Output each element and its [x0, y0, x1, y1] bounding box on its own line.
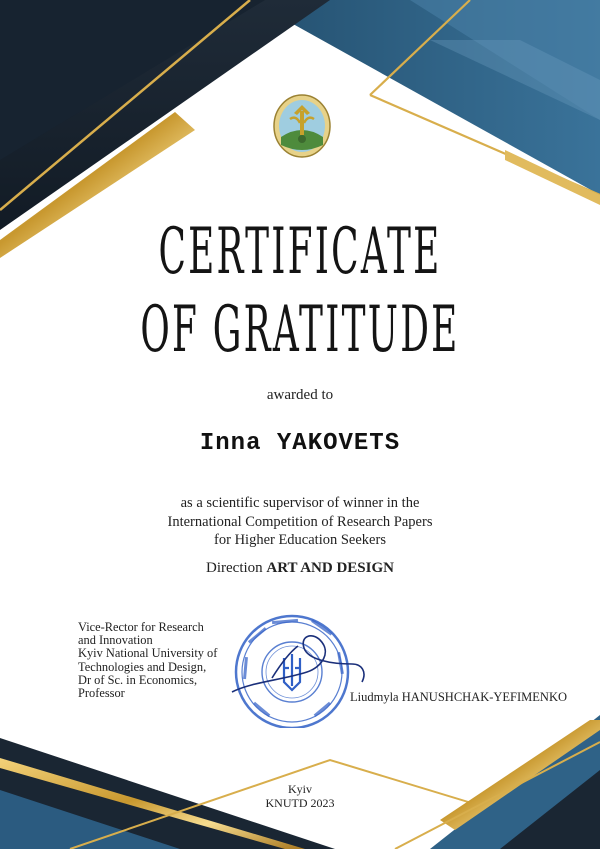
awarded-to-label: awarded to [266, 387, 334, 403]
direction-prefix: Direction [206, 560, 263, 576]
recipient-name: Inna YAKOVETS [199, 430, 401, 457]
position-line: Kyiv National University of [78, 646, 218, 661]
position-line: Professor [78, 686, 125, 701]
position-line: Dr of Sc. in Economics, [78, 672, 198, 687]
description-line: as a scientific supervisor of winner in the [180, 495, 420, 511]
description-line: International Competition of Research Papers [167, 513, 433, 530]
position-line: and Innovation [78, 633, 153, 648]
position-line: Vice-Rector for Research [78, 620, 204, 634]
footer-city: Kyiv [288, 782, 312, 796]
direction-name: ART AND DESIGN [266, 560, 394, 576]
university-emblem-icon [272, 93, 332, 159]
official-seal-stamp [212, 612, 372, 728]
award-description [0, 494, 600, 550]
footer-issuer-year: KNUTD 2023 [265, 796, 335, 810]
certificate-footer [0, 782, 600, 810]
certificate-title-line-2: OF GRATITUDE [140, 293, 460, 367]
direction-line [0, 560, 600, 577]
signatory-name: Liudmyla HANUSHCHAK-YEFIMENKO [350, 690, 568, 704]
position-line: Technologies and Design, [78, 659, 207, 674]
certificate-title-line-1: CERTIFICATE [158, 215, 442, 289]
description-line: for Higher Education Seekers [214, 532, 386, 548]
